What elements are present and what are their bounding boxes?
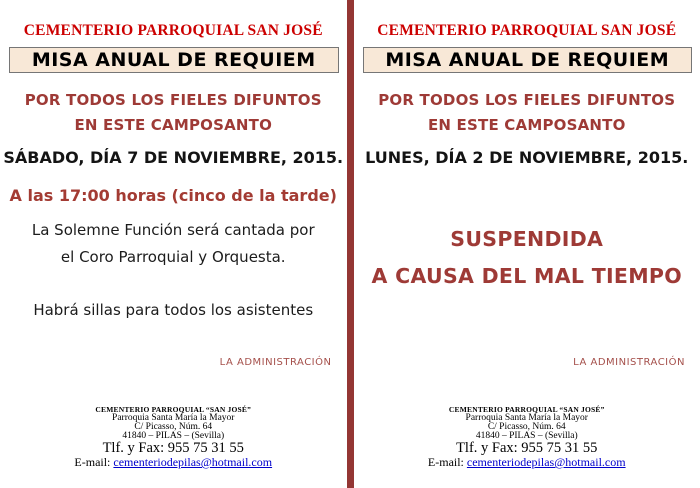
footer-parish: Parroquia Santa María la Mayor [465,413,588,423]
footer-phone: Tlf. y Fax: 955 75 31 55 [456,440,598,456]
event-date: LUNES, DÍA 2 DE NOVIEMBRE, 2015. [365,148,689,167]
footer-street: C/ Picasso, Núm. 64 [487,422,566,432]
center-divider [347,0,354,488]
body-line-1: La Solemne Función será cantada por [31,221,315,239]
footer-block [354,406,700,468]
footer-city: 41840 – PILAS – (Sevilla) [475,431,578,441]
subtitle-line-1: POR TODOS LOS FIELES DIFUNTOS [378,91,676,109]
mass-banner: MISA ANUAL DE REQUIEM [363,47,693,73]
cemetery-title: CEMENTERIO PARROQUIAL SAN JOSÉ [23,22,323,39]
footer-email-label: E-mail: [74,455,114,469]
event-date: SÁBADO, DÍA 7 DE NOVIEMBRE, 2015. [3,148,344,167]
footer-email-line [354,456,700,468]
notice-panel-left [0,0,347,488]
footer-city: 41840 – PILAS – (Sevilla) [122,431,225,441]
footer-street: C/ Picasso, Núm. 64 [134,422,213,432]
email-link[interactable]: cementeriodepilas@hotmail.com [466,455,626,469]
administration-signature: LA ADMINISTRACIÓN [219,357,332,368]
cemetery-title: CEMENTERIO PARROQUIAL SAN JOSÉ [377,22,677,39]
suspended-line-1: SUSPENDIDA [450,227,604,251]
email-link[interactable]: cementeriodepilas@hotmail.com [113,455,273,469]
footer-org: CEMENTERIO PARROQUIAL “SAN JOSÉ” [448,405,605,414]
footer-phone: Tlf. y Fax: 955 75 31 55 [102,440,244,456]
body-line-2: el Coro Parroquial y Orquesta. [60,248,286,266]
mass-banner: MISA ANUAL DE REQUIEM [9,47,339,73]
subtitle-line-1: POR TODOS LOS FIELES DIFUNTOS [24,91,322,109]
seating-note: Habrá sillas para todos los asistentes [33,301,314,319]
footer-email-line [0,456,347,468]
footer-org: CEMENTERIO PARROQUIAL “SAN JOSÉ” [95,405,252,414]
subtitle-line-2: EN ESTE CAMPOSANTO [74,116,273,134]
administration-signature: LA ADMINISTRACIÓN [573,357,685,368]
footer-email-label: E-mail: [427,455,467,469]
suspended-line-2: A CAUSA DEL MAL TIEMPO [371,264,682,288]
notice-panel-right [354,0,700,488]
subtitle-line-2: EN ESTE CAMPOSANTO [427,116,626,134]
footer-block [0,406,347,468]
footer-parish: Parroquia Santa María la Mayor [112,413,235,423]
event-time: A las 17:00 horas (cinco de la tarde) [9,186,337,205]
